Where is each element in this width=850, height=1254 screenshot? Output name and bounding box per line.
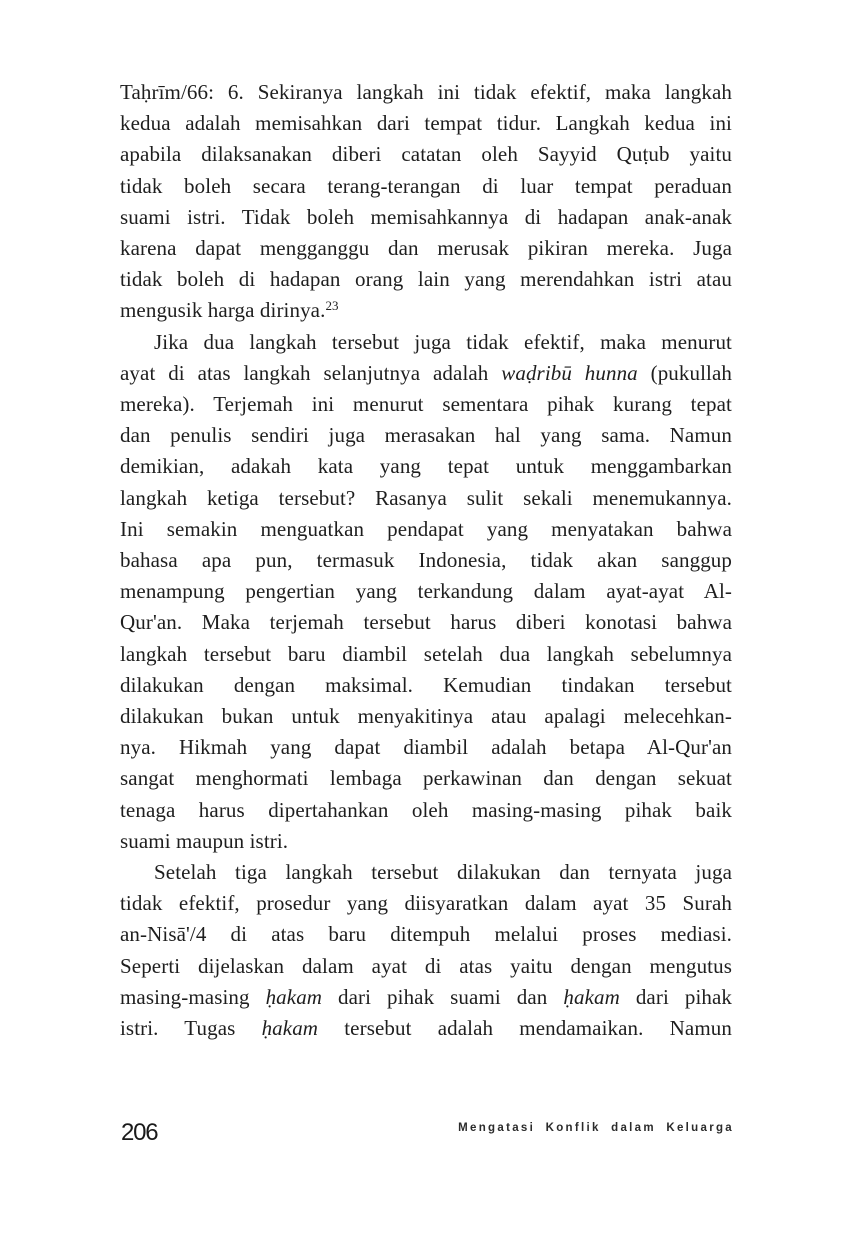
text-line: tidak boleh secara terang-terangan di luar tempat peraduan (120, 173, 732, 198)
text-line: istri. Tugas ḥakam tersebut adalah mendamaikan. Namun (120, 1016, 732, 1041)
text-line: apabila dilaksanakan diberi catatan oleh Sayyid Quṭub yaitu (120, 142, 732, 167)
page-number: 206 (121, 1119, 158, 1146)
text-line: dan penulis sendiri juga merasakan hal yang sama. Namun (120, 423, 732, 448)
text-line: Qur'an. Maka terjemah tersebut harus diberi konotasi bahwa (120, 610, 732, 635)
text-line: Seperti dijelaskan dalam ayat di atas yaitu dengan mengutus (120, 953, 732, 978)
text-line: suami maupun istri. (120, 828, 289, 853)
text-line: an-Nisā'/4 di atas baru ditempuh melalui proses mediasi. (120, 922, 732, 947)
text-line: ayat di atas langkah selanjutnya adalah waḍribū hunna (pukullah (120, 360, 732, 385)
text-line: mereka). Terjemah ini menurut sementara pihak kurang tepat (120, 392, 732, 417)
text-line: kedua adalah memisahkan dari tempat tidur. Langkah kedua ini (120, 111, 732, 136)
text-line: tidak boleh di hadapan orang lain yang merendahkan istri atau (120, 267, 732, 292)
text-line: tidak efektif, prosedur yang diisyaratkan dalam ayat 35 Surah (120, 891, 732, 916)
text-line: langkah tersebut baru diambil setelah dua langkah sebelumnya (120, 641, 732, 666)
text-line: bahasa apa pun, termasuk Indonesia, tidak akan sanggup (120, 548, 732, 573)
text-line: langkah ketiga tersebut? Rasanya sulit sekali menemukannya. (120, 485, 732, 510)
text-line: Jika dua langkah tersebut juga tidak efektif, maka menurut (154, 329, 732, 354)
text-line: nya. Hikmah yang dapat diambil adalah betapa Al-Qur'an (120, 735, 732, 760)
text-line: Setelah tiga langkah tersebut dilakukan dan ternyata juga (154, 860, 732, 885)
text-line: masing-masing ḥakam dari pihak suami dan ḥakam dari pihak (120, 984, 732, 1009)
text-line: demikian, adakah kata yang tepat untuk menggambarkan (120, 454, 732, 479)
footnote-reference: 23 (325, 298, 339, 314)
text-line: karena dapat mengganggu dan merusak pikiran mereka. Juga (120, 236, 732, 261)
running-title: Mengatasi Konflik dalam Keluarga (458, 1122, 734, 1134)
text-line: suami istri. Tidak boleh memisahkannya di hadapan anak-anak (120, 204, 732, 229)
text-line: dilakukan dengan maksimal. Kemudian tindakan tersebut (120, 672, 732, 697)
text-line: Ini semakin menguatkan pendapat yang menyatakan bahwa (120, 516, 732, 541)
text-line: mengusik harga dirinya.$^{23}$ (120, 298, 339, 323)
text-line: tenaga harus dipertahankan oleh masing-masing pihak baik (120, 797, 732, 822)
text-line: menampung pengertian yang terkandung dalam ayat-ayat Al- (120, 579, 732, 604)
page-text (120, 77, 732, 1044)
text-line: sangat menghormati lembaga perkawinan dan dengan sekuat (120, 766, 732, 791)
text-line: dilakukan bukan untuk menyakitinya atau apalagi melecehkan- (120, 704, 732, 729)
text-line: Taḥrīm/66: 6. Sekiranya langkah ini tidak efektif, maka langkah (120, 80, 732, 104)
